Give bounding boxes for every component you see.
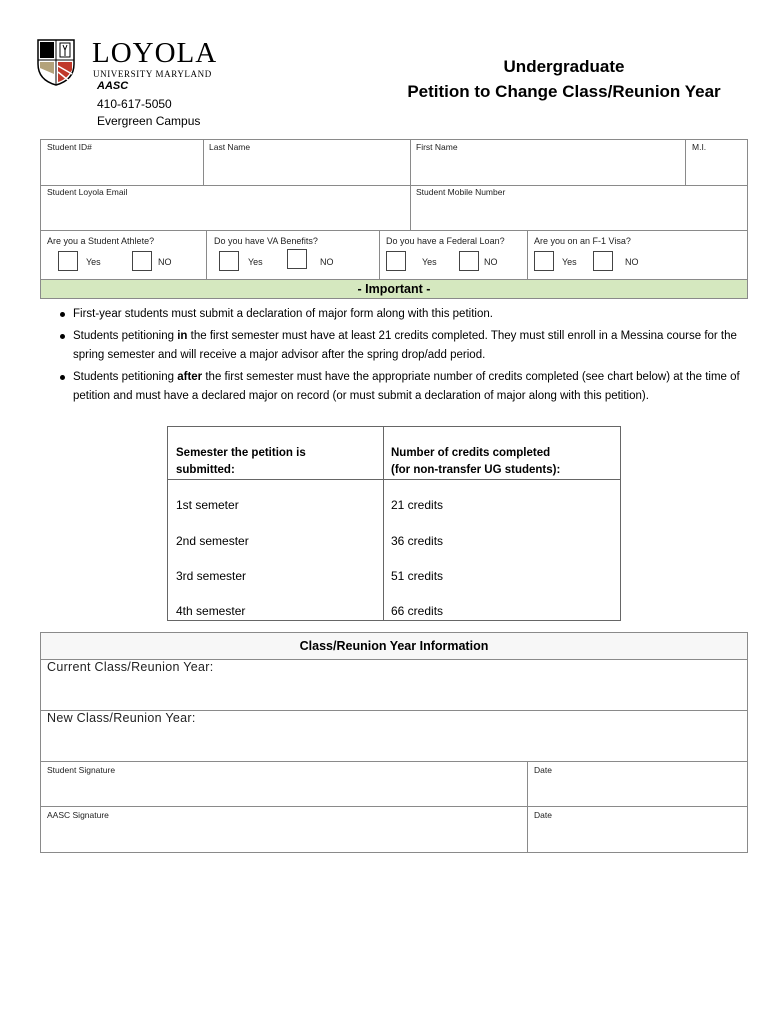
bullet-item: Students petitioning after the first semester must have the appropriate number of credits completed (see chart below) at the time of petition and must have a declared major on record (or must submit a declaration of major along with this petition). — [58, 368, 753, 406]
visa-yes-label: Yes — [562, 257, 577, 267]
athlete-no-label: NO — [158, 257, 172, 267]
bullet-item: First-year students must submit a declaration of major form along with this petition. — [58, 305, 753, 324]
table-header-semester: Semester the petition is submitted: — [176, 447, 306, 476]
important-heading: - Important - — [40, 279, 748, 299]
middle-initial-label: M.I. — [692, 142, 707, 152]
credits-requirement-table — [167, 426, 621, 621]
brand-subtitle: UNIVERSITY MARYLAND — [93, 69, 212, 79]
office-campus: Evergreen Campus — [97, 114, 201, 128]
aasc-signature-date-field[interactable] — [527, 806, 748, 853]
athlete-no-checkbox[interactable] — [132, 251, 152, 271]
table-cell: 2nd semester — [176, 534, 249, 548]
aasc-signature-field[interactable] — [40, 806, 528, 853]
reunion-section-heading: Class/Reunion Year Information — [40, 632, 748, 660]
table-cell: 66 credits — [391, 604, 444, 618]
athlete-yes-checkbox[interactable] — [58, 251, 78, 271]
athlete-question-label: Are you a Student Athlete? — [47, 236, 155, 246]
student-date-label: Date — [534, 765, 552, 775]
va-no-checkbox[interactable] — [287, 249, 307, 269]
student-id-label: Student ID# — [47, 142, 92, 152]
aasc-date-label: Date — [534, 810, 552, 820]
table-header-credits: Number of credits completed (for non-transfer UG students): — [391, 447, 561, 476]
bullet-dot-icon — [60, 375, 65, 380]
loan-yes-label: Yes — [422, 257, 437, 267]
table-column-divider — [383, 427, 384, 620]
last-name-label: Last Name — [209, 142, 251, 152]
table-cell: 3rd semester — [176, 569, 247, 583]
form-title-line2: Petition to Change Class/Reunion Year — [407, 82, 721, 101]
loan-yes-checkbox[interactable] — [386, 251, 406, 271]
table-cell: 21 credits — [391, 498, 444, 512]
f1-visa-question-label: Are you on an F-1 Visa? — [534, 236, 631, 246]
student-signature-date-field[interactable] — [527, 761, 748, 807]
loyola-shield-logo — [36, 38, 76, 86]
table-cell: 4th semester — [176, 604, 246, 618]
table-cell: 51 credits — [391, 569, 444, 583]
loan-no-label: NO — [484, 257, 498, 267]
brand-name: LOYOLA — [92, 37, 218, 69]
table-header-divider — [168, 479, 620, 480]
table-cell: 36 credits — [391, 534, 444, 548]
current-reunion-year-label: Current Class/Reunion Year: — [47, 660, 214, 674]
email-label: Student Loyola Email — [47, 187, 128, 197]
bullet-dot-icon — [60, 334, 65, 339]
mobile-number-label: Student Mobile Number — [416, 187, 506, 197]
aasc-signature-label: AASC Signature — [47, 810, 109, 820]
va-yes-label: Yes — [248, 257, 263, 267]
federal-loan-question-label: Do you have a Federal Loan? — [386, 236, 505, 246]
athlete-yes-label: Yes — [86, 257, 101, 267]
bullet-dot-icon — [60, 312, 65, 317]
visa-no-label: NO — [625, 257, 639, 267]
bullet-item: Students petitioning in the first semester must have at least 21 credits completed. They must still enroll in a Messina course for the spring semester and will receive a major advisor after the spring drop/add period. — [58, 327, 753, 365]
table-cell: 1st semeter — [176, 498, 239, 512]
va-yes-checkbox[interactable] — [219, 251, 239, 271]
visa-yes-checkbox[interactable] — [534, 251, 554, 271]
va-benefits-question-label: Do you have VA Benefits? — [214, 236, 318, 246]
important-bullet-list — [58, 305, 753, 409]
form-title-line1: Undergraduate — [503, 57, 625, 76]
new-reunion-year-label: New Class/Reunion Year: — [47, 711, 196, 725]
first-name-label: First Name — [416, 142, 458, 152]
visa-no-checkbox[interactable] — [593, 251, 613, 271]
student-signature-label: Student Signature — [47, 765, 116, 775]
office-name: AASC — [97, 80, 129, 92]
office-phone: 410-617-5050 — [97, 97, 172, 111]
va-no-label: NO — [320, 257, 334, 267]
loan-no-checkbox[interactable] — [459, 251, 479, 271]
